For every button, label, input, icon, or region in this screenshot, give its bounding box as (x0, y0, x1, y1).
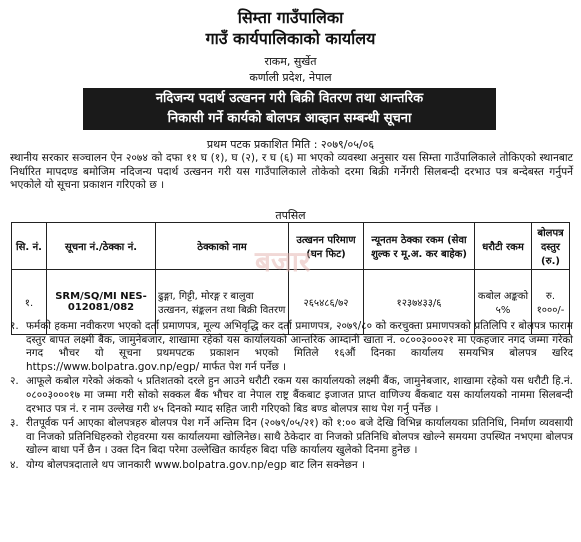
term-number: ३. (10, 417, 19, 430)
term-number: १. (10, 320, 19, 332)
notice-title-banner (83, 88, 496, 130)
schedule-label: तपसिल (275, 209, 306, 222)
list-item (10, 459, 573, 473)
term-number: २. (10, 375, 19, 388)
list-item (10, 417, 573, 458)
org-name: सिम्ता गाउँपालिका (237, 8, 344, 27)
watermark-logo: बजार (255, 245, 311, 278)
terms-list (10, 320, 573, 474)
col-header-deposit: धरौटी रकम (475, 223, 532, 270)
cell-contract-no: SRM/SQ/MI NES-012081/082 (47, 270, 156, 335)
cell-sn: १. (12, 270, 47, 335)
intro-paragraph: स्थानीय सरकार सञ्चालन ऐन २०७४ को दफा ११ घ (१), घ (२), र घ (६) मा भएको व्यवस्था अनुसार यस सिम्ता गाउँपालिकाले तोकिएको स्थानबाट निर्धारित मापदण्ड बमोजिम नदिजन्य पदार्थ उत्खनन गरी यस गाउँपालिकाले तोकेको दरमा बिक्री गर्नेगरी सिलबन्दी दरभाउ पत्र बन्देबस्त गर्नुपर्ने भएकोले यो सूचना प्रकाशन गरिएको छ । (10, 152, 573, 192)
cell-fee: रु. १०००/- (532, 270, 570, 335)
office-name: गाउँ कार्यपालिकाको कार्यालय (205, 29, 376, 48)
col-header-fee: बोलपत्र दस्तुर (रु.) (532, 223, 570, 270)
notice-title-line-1: नदिजन्य पदार्थ उत्खनन गरी बिक्री वितरण तथा आन्तरिक (155, 91, 424, 106)
term-number: ४. (10, 458, 19, 471)
term-text: योग्य बोलपत्रदाताले थप जानकारी www.bolpatra.gov.np/egp बाट लिन सक्नेछन । (26, 458, 365, 471)
col-header-min-amount: न्यूनतम ठेक्का रकम (सेवा शुल्क र मू.अ. कर बाहेक) (364, 223, 475, 270)
term-text: आफूले कबोल गरेको अंकको ५ प्रतिशतको दरले हुन आउने धरौटी रकम यस कार्यालयको लक्ष्मी बैंक, जामुनेबजार, शाखामा रहेको यस धरौटी हि.नं. ०८००३०००१७ मा जम्मा गरी सोको सक्कल बैंक भौचर वा नेपाल राष्ट्र बैंकबाट इजाजत प्राप्त वाणिज्य बैंकबाट यस कार्यालयको नाममा सिलबन्दी दरभाउ पत्र नं. र नाम उल्लेख गरी ४५ दिनको म्याद सहित जारी गरिएको बिड बण्ड बोलपत्र साथ पेश गर्नु पर्नेछ । (26, 375, 573, 415)
location-line-2: कर्णाली प्रदेश, नेपाल (249, 71, 332, 84)
col-header-quantity: उत्खनन परिमाण (घन फिट) (289, 223, 364, 270)
list-item (10, 375, 573, 416)
cell-deposit: कबोल अङ्कको ५% (475, 270, 532, 335)
publication-date: प्रथम पटक प्रकाशित मिति : २०७९/०५/०६ (206, 138, 375, 151)
list-item (10, 320, 573, 374)
col-header-sn: सि. नं. (12, 223, 47, 270)
cell-min-amount: १२३७४३३/६ (364, 270, 475, 335)
term-text: फर्मको हकमा नवीकरण भएको दर्ता प्रमाणपत्र, मूल्य अभिवृद्धि कर दर्ता प्रमाणपत्र, २०७९/८० को करचुक्ता प्रमाणपत्रको प्रतिलिपि र बोलपत्र फाराम दस्तुर बापत लक्ष्मी बैंक, जामुनेबजार, शाखामा रहेको यस कार्यालयको आन्तरिक आम्दानी खाता नं. ०८००३०००२१ मा एकहजार नगद जम्मा गरेको नगद भौचर यो सूचना प्रथमपटक प्रकाशन भएको मितिले १६औं दिनका कार्यालय समयभित्र बोलपत्र खरिद https://www.bolpatra.gov.np/egp/ मार्फत पेश गर्न पर्नेछ । (26, 320, 573, 373)
col-header-contract-no: सूचना नं./ठेक्का नं. (47, 223, 156, 270)
cell-quantity: २६५४८६/७२ (289, 270, 364, 335)
location-line-1: राकम, सुर्खेत (264, 55, 317, 68)
cell-name: ढुङ्गा, गिट्टी, मोरङ्ग र बालुवा उत्खनन, संङ्कलन तथा बिक्री वितरण (156, 270, 289, 335)
col-header-name: ठेक्काको नाम (156, 223, 289, 270)
notice-title-line-2: निकासी गर्ने कार्यको बोलपत्र आव्हान सम्बन्धी सूचना (167, 111, 412, 126)
term-text: रीतपूर्वक पर्न आएका बोलपत्रहरु बोलपत्र पेश गर्ने अन्तिम दिन (२०७९/०५/२१) को १:०० बजे देखि विभिन्न कार्यालयका प्रतिनिधि, निर्माण व्यवसायी वा निजको प्रतिनिधिहरुको रोहवरमा यस कार्यालयमा खोलिनेछ। साथै ठेकेदार वा निजको प्रतिनिधि बोलपत्र खोल्ने समयमा उपस्थित नभएमा बोलपत्र खोल्न बाधा पर्ने छैन । उक्त दिन बिदा परेमा उल्लेखित कार्यहरु बिदा पछि कार्यालय खुलेको दिनमा हुनेछ । (26, 417, 573, 457)
